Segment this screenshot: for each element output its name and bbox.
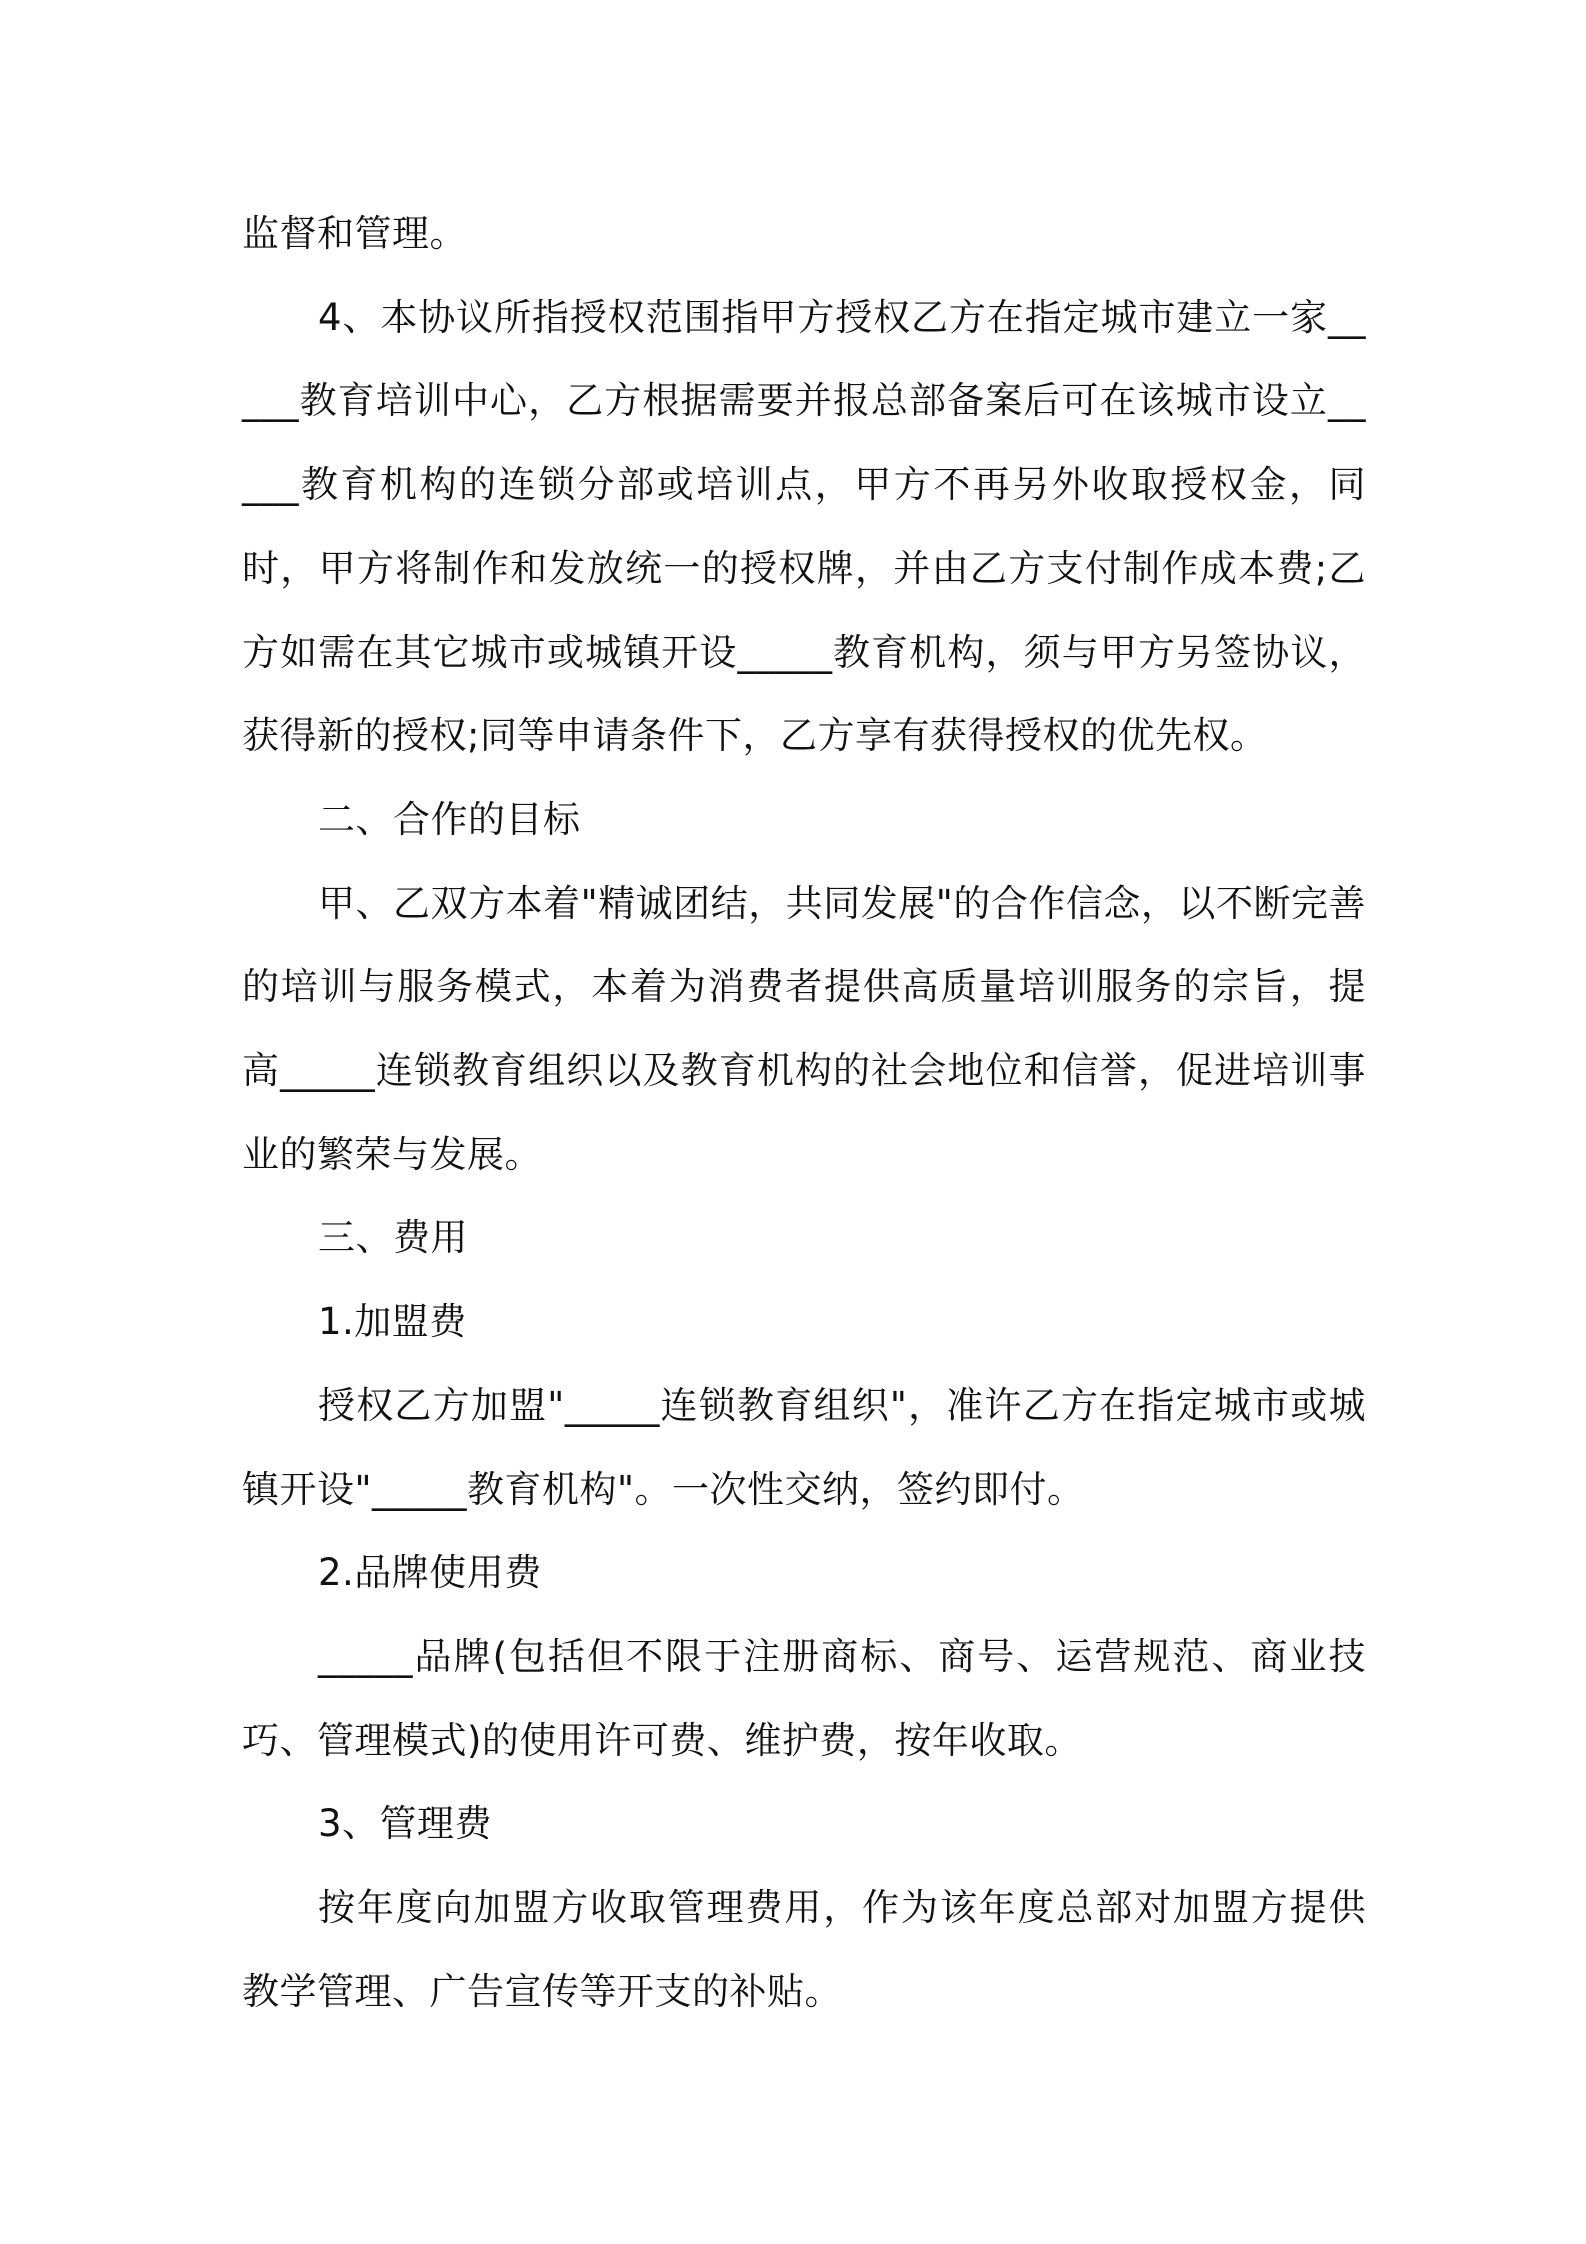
section-heading-fees: 三、费用 [318,1216,468,1260]
paragraph-franchise-fee: 授权乙方加盟"_____连锁教育组织"，准许乙方在指定城市或城镇开设"_____教育机构"。一次性交纳，签约即付。 [242,1383,1366,1511]
paragraph-management-fee: 按年度向加盟方收取管理费用，作为该年度总部对加盟方提供教学管理、广告宣传等开支的补贴。 [242,1886,1366,2013]
paragraph-cooperation-goal: 甲、乙双方本着"精诚团结，共同发展"的合作信念，以不断完善的培训与服务模式，本着为消费者提供高质量培训服务的宗旨，提高_____连锁教育组织以及教育机构的社会地位和信誉，促进培训事业的繁荣与发展。 [242,881,1366,1176]
paragraph-continuation: 监督和管理。 [242,212,467,255]
paragraph-brand-fee: _____品牌(包括但不限于注册商标、商号、运营规范、商业技巧、管理模式)的使用许可费、维护费，按年收取。 [242,1634,1366,1762]
subheading-franchise-fee: 1.加盟费 [318,1300,467,1344]
document-body [242,192,1366,2033]
section-heading-cooperation-goal: 二、合作的目标 [318,797,581,841]
subheading-brand-fee: 2.品牌使用费 [318,1551,542,1595]
subheading-management-fee: 3、管理费 [318,1802,493,1846]
paragraph-clause-4: 4、本协议所指授权范围指甲方授权乙方在指定城市建立一家_____教育培训中心，乙方根据需要并报总部备案后可在该城市设立_____教育机构的连锁分部或培训点，甲方不再另外收取授权金，同时，甲方将制作和发放统一的授权牌，并由乙方支付制作成本费;乙方如需在其它城市或城镇开设_____教育机构，须与甲方另签协议，获得新的授权;同等申请条件下，乙方享有获得授权的优先权。 [242,295,1366,758]
